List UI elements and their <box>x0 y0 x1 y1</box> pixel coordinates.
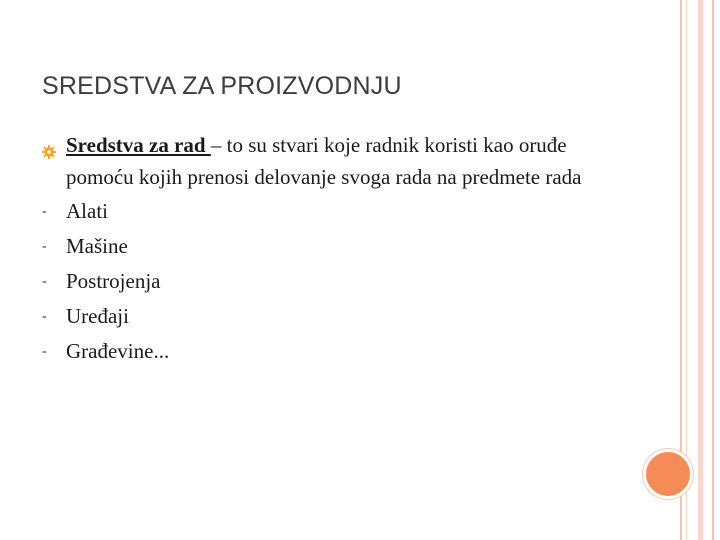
list-item-text: Postrojenja <box>66 269 161 293</box>
dash-bullet: - <box>42 204 47 219</box>
dash-bullet: - <box>42 274 47 289</box>
decorative-line <box>712 0 714 540</box>
lead-bullet-item <box>42 130 622 193</box>
list-item <box>42 299 622 334</box>
dash-bullet: - <box>42 309 47 324</box>
term-label: Sredstva za rad <box>66 133 211 157</box>
decorative-line <box>698 0 703 540</box>
list-item-text: Građevine... <box>66 339 170 363</box>
gear-bullet-icon <box>42 137 62 169</box>
list-item <box>42 229 622 264</box>
list-item <box>42 264 622 299</box>
list-item <box>42 334 622 369</box>
dash-bullet: - <box>42 344 47 359</box>
list-item-text: Alati <box>66 199 108 223</box>
dash-bullet: - <box>42 239 47 254</box>
list-item <box>42 194 622 229</box>
orange-circle-icon <box>643 449 693 499</box>
bullet-list <box>42 130 622 369</box>
slide-title: SREDSTVA ZA PROIZVODNJU <box>42 72 402 100</box>
term-definition: – to su stvari koje radnik koristi kao oruđe pomoću kojih prenosi delovanje svoga rada na predmete rada <box>66 133 582 189</box>
list-item-text: Uređaji <box>66 304 129 328</box>
list-item-text: Mašine <box>66 234 128 258</box>
